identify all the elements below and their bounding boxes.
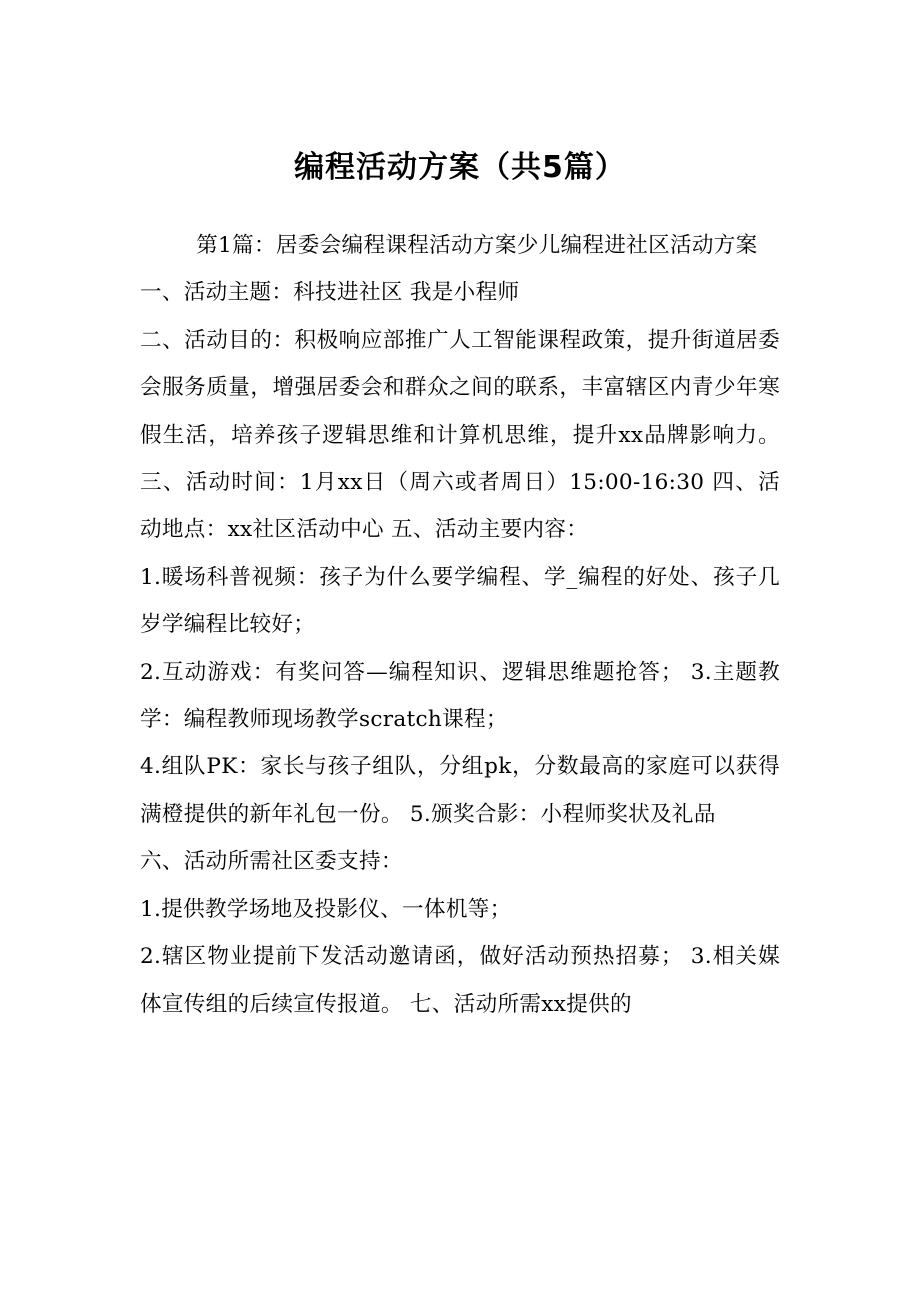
paragraph-support-heading: 六、活动所需社区委支持： [140, 849, 403, 875]
paragraph-item-game: 2.互动游戏：有奖问答—编程知识、逻辑思维题抢答； 3.主题教学：编程教师现场教学scratch课程； [140, 659, 780, 733]
paragraph-item-pk: 4.组队PK：家长与孩子组队，分组pk，分数最高的家庭可以获得满橙提供的新年礼包一份。 5.颁奖合影：小程师奖状及礼品 [140, 754, 780, 827]
paragraph-purpose: 二、活动目的：积极响应部推广人工智能课程政策，提升街道居委会服务质量，增强居委会和群众之间的联系，丰富辖区内青少年寒假生活，培养孩子逻辑思维和计算机思维，提升xx品牌影响力。 三、活动时间：1月xx日（周六或者周日）15:00-16:30 四、活动地点：xx社区活动中心 五、活动主要内容： [140, 327, 780, 543]
document-body [140, 222, 780, 1028]
paragraph-intro: 第1篇：居委会编程课程活动方案少儿编程进社区活动方案 [196, 233, 758, 258]
paragraph-support-invite: 2.辖区物业提前下发活动邀请函，做好活动预热招募； 3.相关媒体宣传组的后续宣传报道。 七、活动所需xx提供的 [140, 944, 780, 1017]
paragraph-theme: 一、活动主题：科技进社区 我是小程师 [140, 280, 520, 306]
paragraph-support-venue: 1.提供教学场地及投影仪、一体机等； [140, 896, 512, 922]
paragraph-item-video: 1.暖场科普视频：孩子为什么要学编程、学_编程的好处、孩子几岁学编程比较好； [140, 564, 780, 638]
document-title: 编程活动方案（共5篇） [294, 150, 626, 185]
